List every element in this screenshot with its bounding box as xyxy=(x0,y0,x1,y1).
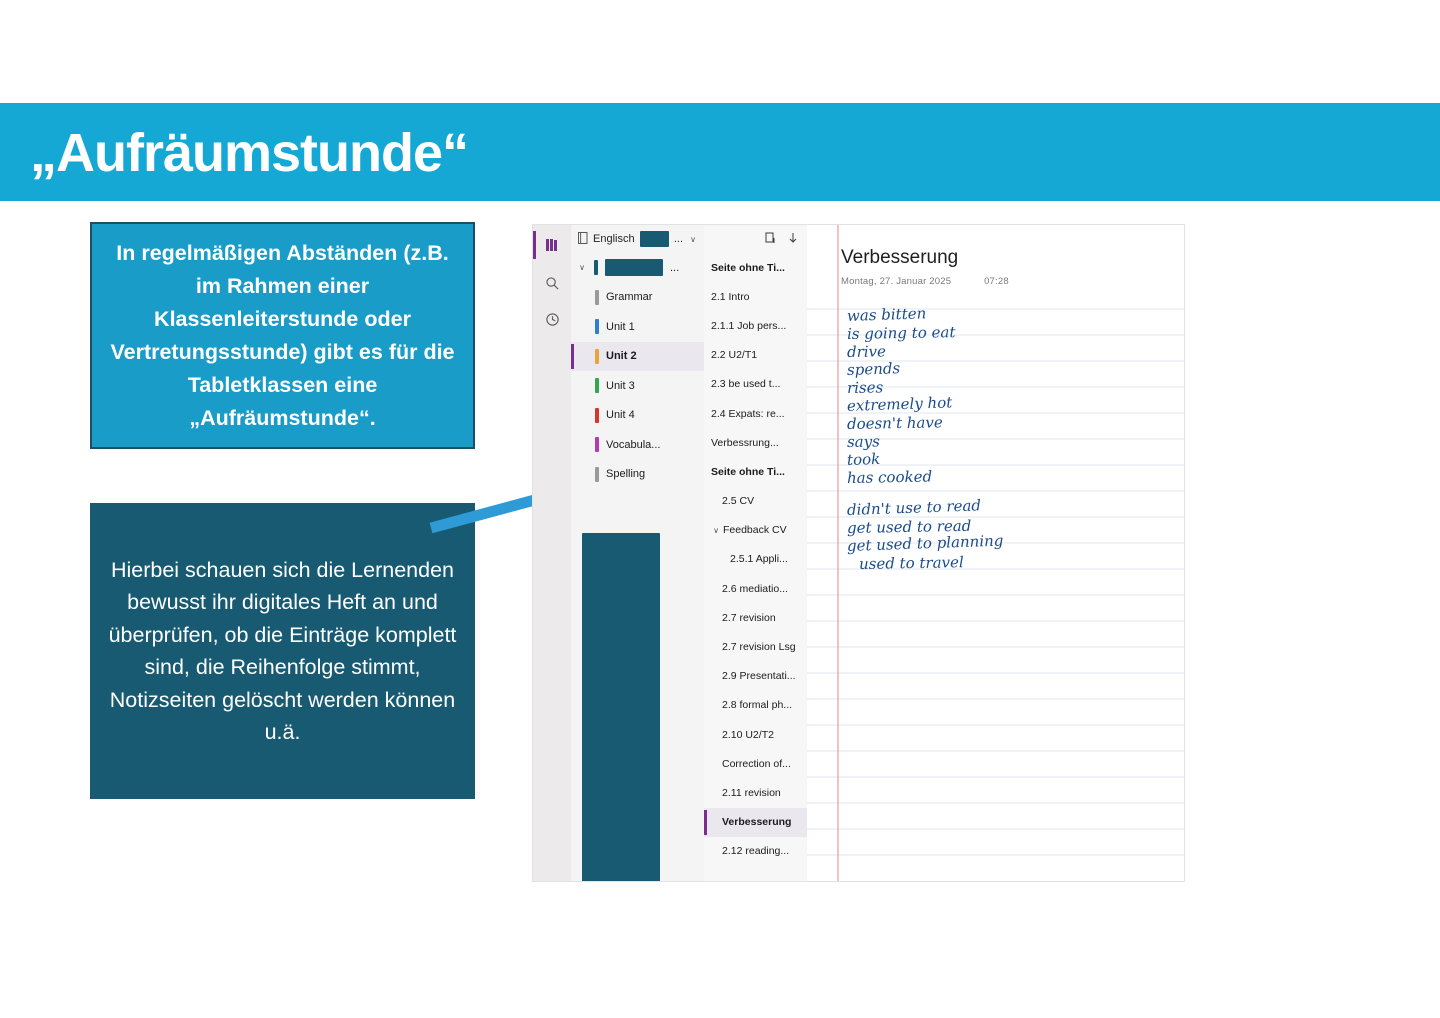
section-item-unit-1[interactable] xyxy=(571,312,704,342)
note-time: 07:28 xyxy=(984,276,1009,287)
redacted-section-name xyxy=(605,259,663,276)
note-page-title[interactable]: Verbesserung xyxy=(841,247,959,268)
list-item[interactable] xyxy=(704,516,807,545)
section-ellipsis: ... xyxy=(670,261,680,274)
add-page-icon[interactable] xyxy=(765,232,777,247)
page-label: 2.2 U2/T1 xyxy=(711,349,758,362)
search-icon[interactable] xyxy=(533,265,571,301)
section-color-swatch xyxy=(594,260,598,275)
page-label: Verbessrung... xyxy=(711,436,779,449)
list-item[interactable] xyxy=(704,720,807,749)
list-item[interactable] xyxy=(704,749,807,778)
section-rows xyxy=(571,253,704,489)
section-color-swatch xyxy=(595,290,599,305)
page-label: 2.9 Presentati... xyxy=(722,670,796,683)
books-icon[interactable] xyxy=(533,225,571,265)
ink-line: extremely hot xyxy=(846,393,953,415)
page-label: Correction of... xyxy=(722,757,791,770)
list-item[interactable] xyxy=(704,778,807,807)
page-label: 2.10 U2/T2 xyxy=(722,728,774,741)
ink-line: was bitten xyxy=(846,304,927,325)
section-label: Unit 4 xyxy=(606,409,635,422)
section-list xyxy=(571,225,705,881)
page-toolbar xyxy=(704,225,807,253)
list-item[interactable] xyxy=(704,574,807,603)
list-item[interactable] xyxy=(704,487,807,516)
ink-line: says xyxy=(846,432,880,451)
section-label: Vocabula... xyxy=(606,438,661,451)
redacted-section-block xyxy=(582,533,660,881)
list-item[interactable] xyxy=(704,691,807,720)
redacted-notebook-name xyxy=(640,231,669,247)
clock-icon[interactable] xyxy=(533,301,571,337)
ink-line: spends xyxy=(846,359,901,379)
callout-bottom-text: Hierbei schauen sich die Lernenden bewusst ihr digitales Heft an und überprüfen, ob die Einträge komplett sind, die Reihenfolge stimmt, Notizseiten gelöscht werden können u.ä. xyxy=(90,503,475,799)
page-label: Feedback CV xyxy=(723,524,787,537)
page-label: Seite ohne Ti... xyxy=(711,261,785,274)
page-label: 2.8 formal ph... xyxy=(722,699,793,712)
notebook-header[interactable] xyxy=(571,225,704,253)
list-item[interactable] xyxy=(704,837,807,866)
page-label: 2.1 Intro xyxy=(711,290,750,303)
page-label: Seite ohne Ti... xyxy=(711,465,785,478)
section-label: Unit 1 xyxy=(606,320,635,333)
section-item-spelling[interactable] xyxy=(571,460,704,490)
onenote-screenshot xyxy=(533,225,1184,881)
chevron-down-icon[interactable]: ∨ xyxy=(579,263,585,273)
handwritten-ink xyxy=(807,225,1184,881)
ink-line: get used to planning xyxy=(846,531,1004,555)
note-canvas[interactable] xyxy=(807,225,1184,881)
section-item-redacted[interactable] xyxy=(571,253,704,283)
section-label: Unit 2 xyxy=(606,350,637,363)
section-item-grammar[interactable] xyxy=(571,283,704,313)
sort-icon[interactable] xyxy=(787,232,799,247)
list-item[interactable] xyxy=(704,370,807,399)
section-label: Spelling xyxy=(606,468,646,481)
page-label: 2.11 revision xyxy=(722,786,781,799)
list-item-selected[interactable] xyxy=(704,808,807,837)
page-label: 2.1.1 Job pers... xyxy=(711,319,787,332)
ink-line: drive xyxy=(846,342,887,361)
note-date: Montag, 27. Januar 2025 xyxy=(841,276,952,287)
page-list xyxy=(704,225,808,881)
page-label: Verbesserung xyxy=(722,816,792,829)
list-item[interactable] xyxy=(704,311,807,340)
list-item[interactable] xyxy=(704,545,807,574)
list-item[interactable] xyxy=(704,603,807,632)
list-item[interactable] xyxy=(704,399,807,428)
list-item[interactable] xyxy=(704,282,807,311)
section-color-swatch xyxy=(595,378,599,393)
rail-selection-indicator xyxy=(533,231,536,259)
notebook-name: Englisch xyxy=(593,233,635,245)
page-label: 2.3 be used t... xyxy=(711,378,781,391)
page-label: 2.5.1 Appli... xyxy=(730,553,788,566)
section-color-swatch xyxy=(595,467,599,482)
section-item-vocabulary[interactable] xyxy=(571,430,704,460)
ink-line: took xyxy=(846,449,881,469)
list-item[interactable] xyxy=(704,457,807,486)
list-item[interactable] xyxy=(704,341,807,370)
ink-line: used to travel xyxy=(858,553,964,573)
section-color-swatch xyxy=(595,349,599,364)
list-item[interactable] xyxy=(704,428,807,457)
notebook-ellipsis: ... xyxy=(673,233,683,245)
list-item[interactable] xyxy=(704,662,807,691)
ink-line: didn't use to read xyxy=(846,496,982,519)
page-title: „Aufräumstunde“ xyxy=(30,123,469,183)
page-label: 2.4 Expats: re... xyxy=(711,407,785,420)
section-label: Grammar xyxy=(606,291,653,304)
nav-rail xyxy=(533,225,572,881)
section-color-swatch xyxy=(595,319,599,334)
page-label: 2.12 reading... xyxy=(722,845,790,858)
chevron-down-icon[interactable]: ∨ xyxy=(713,525,719,535)
page-label: 2.7 revision xyxy=(722,611,776,624)
page-label: 2.5 CV xyxy=(722,495,755,508)
list-item[interactable] xyxy=(704,253,807,282)
section-color-swatch xyxy=(595,408,599,423)
section-item-unit-2[interactable] xyxy=(571,342,704,372)
notebook-icon xyxy=(577,232,588,247)
section-item-unit-4[interactable] xyxy=(571,401,704,431)
section-color-swatch xyxy=(595,437,599,452)
section-item-unit-3[interactable] xyxy=(571,371,704,401)
page-label: 2.6 mediatio... xyxy=(722,582,788,595)
callout-top-text: In regelmäßigen Abständen (z.B. im Rahmen einer Klassenleiterstunde oder Vertretungsstunde) gibt es für die Tabletklassen eine „Aufräumstunde“. xyxy=(90,222,475,449)
section-label: Unit 3 xyxy=(606,379,635,392)
ink-line: doesn't have xyxy=(846,413,943,433)
ink-line: has cooked xyxy=(846,467,933,487)
chevron-down-icon[interactable]: ∨ xyxy=(690,234,696,244)
ink-line: is going to eat xyxy=(846,323,956,343)
ink-line: rises xyxy=(846,378,884,397)
ink-line: get used to read xyxy=(846,516,972,537)
page-label: 2.7 revision Lsg xyxy=(722,641,796,654)
list-item[interactable] xyxy=(704,632,807,661)
